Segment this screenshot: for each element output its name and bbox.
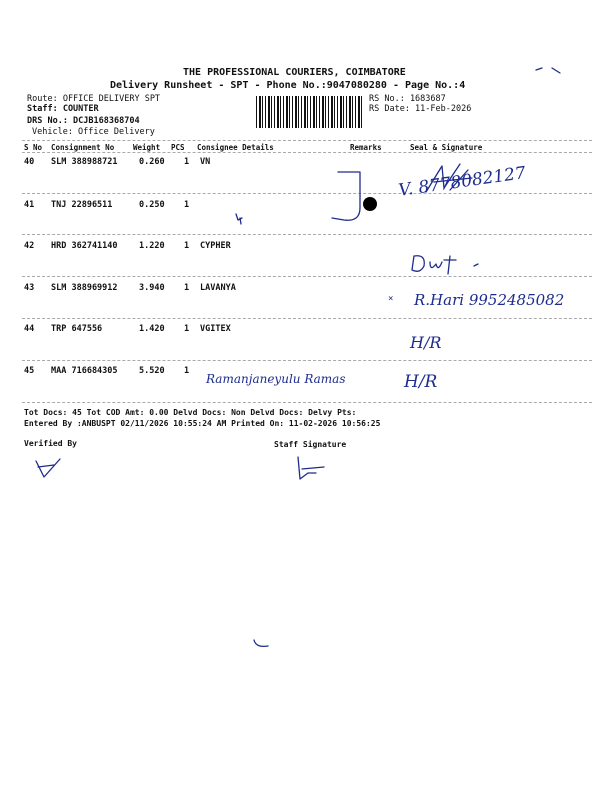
row-consignee: CYPHER xyxy=(200,241,231,251)
verified-by-label: Verified By xyxy=(24,439,77,448)
row45-handwriting: H/R xyxy=(404,372,438,392)
col-weight: Weight xyxy=(133,143,161,152)
stray-mark xyxy=(252,638,272,652)
col-consignment: Consignment No xyxy=(51,143,115,152)
row-weight: 0.260 xyxy=(139,157,165,167)
row-sno: 45 xyxy=(24,366,35,376)
row-pcs: 1 xyxy=(184,157,190,167)
corner-mark xyxy=(534,64,564,76)
row-sno: 41 xyxy=(24,200,35,210)
row-sno: 43 xyxy=(24,283,35,293)
row-pcs: 1 xyxy=(184,241,190,251)
row-consignee: VN xyxy=(200,157,211,167)
route-label: Route: OFFICE DELIVERY SPT xyxy=(27,94,161,104)
row42-signature xyxy=(408,250,488,280)
row-pcs: 1 xyxy=(184,324,190,334)
vehicle-label: Vehicle: Office Delivery xyxy=(32,127,155,137)
row-weight: 0.250 xyxy=(139,200,165,210)
row-sno: 40 xyxy=(24,157,35,167)
entered-printed-line: Entered By :ANBUSPT 02/11/2026 10:55:24 AM Printed On: 11-02-2026 10:56:25 xyxy=(24,419,381,428)
row-sno: 42 xyxy=(24,241,35,251)
col-seal-signature: Seal & Signature xyxy=(410,143,483,152)
verified-signature xyxy=(34,455,64,479)
rs-date: RS Date: 11-Feb-2026 xyxy=(369,104,472,114)
row45-name-handwriting: Ramanjaneyulu Ramas xyxy=(206,372,346,386)
row41-tick-mark xyxy=(234,212,246,226)
row-consignee: VGITEX xyxy=(200,324,231,334)
row-weight: 3.940 xyxy=(139,283,165,293)
staff-signature-label: Staff Signature xyxy=(274,440,347,449)
row43-x-mark: × xyxy=(388,294,394,304)
row43-handwriting: R.Hari 9952485082 xyxy=(414,291,565,309)
totals-line: Tot Docs: 45 Tot COD Amt: 0.00 Delvd Docs: Non Delvd Docs: Delvy Pts: xyxy=(24,408,357,417)
row-sno: 44 xyxy=(24,324,35,334)
row-consignment: SLM 388988721 xyxy=(51,157,118,167)
company-title: THE PROFESSIONAL COURIERS, COIMBATORE xyxy=(183,67,406,78)
col-sno: S No xyxy=(24,143,43,152)
barcode xyxy=(256,96,362,128)
bracket-mark xyxy=(320,168,380,228)
staff-signature-mark xyxy=(294,455,334,481)
staff-label: Staff: COUNTER xyxy=(27,104,99,114)
col-remarks: Remarks xyxy=(350,143,382,152)
row-weight: 5.520 xyxy=(139,366,165,376)
row-pcs: 1 xyxy=(184,366,190,376)
col-consignee: Consignee Details xyxy=(197,143,274,152)
row-pcs: 1 xyxy=(184,200,190,210)
col-pcs: PCS xyxy=(171,143,185,152)
row-pcs: 1 xyxy=(184,283,190,293)
row40-scribble xyxy=(420,160,480,200)
row-consignment: SLM 388969912 xyxy=(51,283,118,293)
row-consignment: HRD 362741140 xyxy=(51,241,118,251)
rs-number: RS No.: 1683687 xyxy=(369,94,446,104)
row-consignment: MAA 716684305 xyxy=(51,366,118,376)
row-weight: 1.220 xyxy=(139,241,165,251)
row-consignment: TRP 647556 xyxy=(51,324,103,334)
row-weight: 1.420 xyxy=(139,324,165,334)
row40-handwriting: V. 8778082127 xyxy=(397,163,528,201)
runsheet-subtitle: Delivery Runsheet - SPT - Phone No.:9047080280 - Page No.:4 xyxy=(110,80,466,91)
row-consignee: LAVANYA xyxy=(200,283,236,293)
drs-number: DRS No.: DCJB168368704 xyxy=(27,116,140,126)
row-consignment: TNJ 22896511 xyxy=(51,200,113,210)
row44-handwriting: H/R xyxy=(410,333,442,352)
